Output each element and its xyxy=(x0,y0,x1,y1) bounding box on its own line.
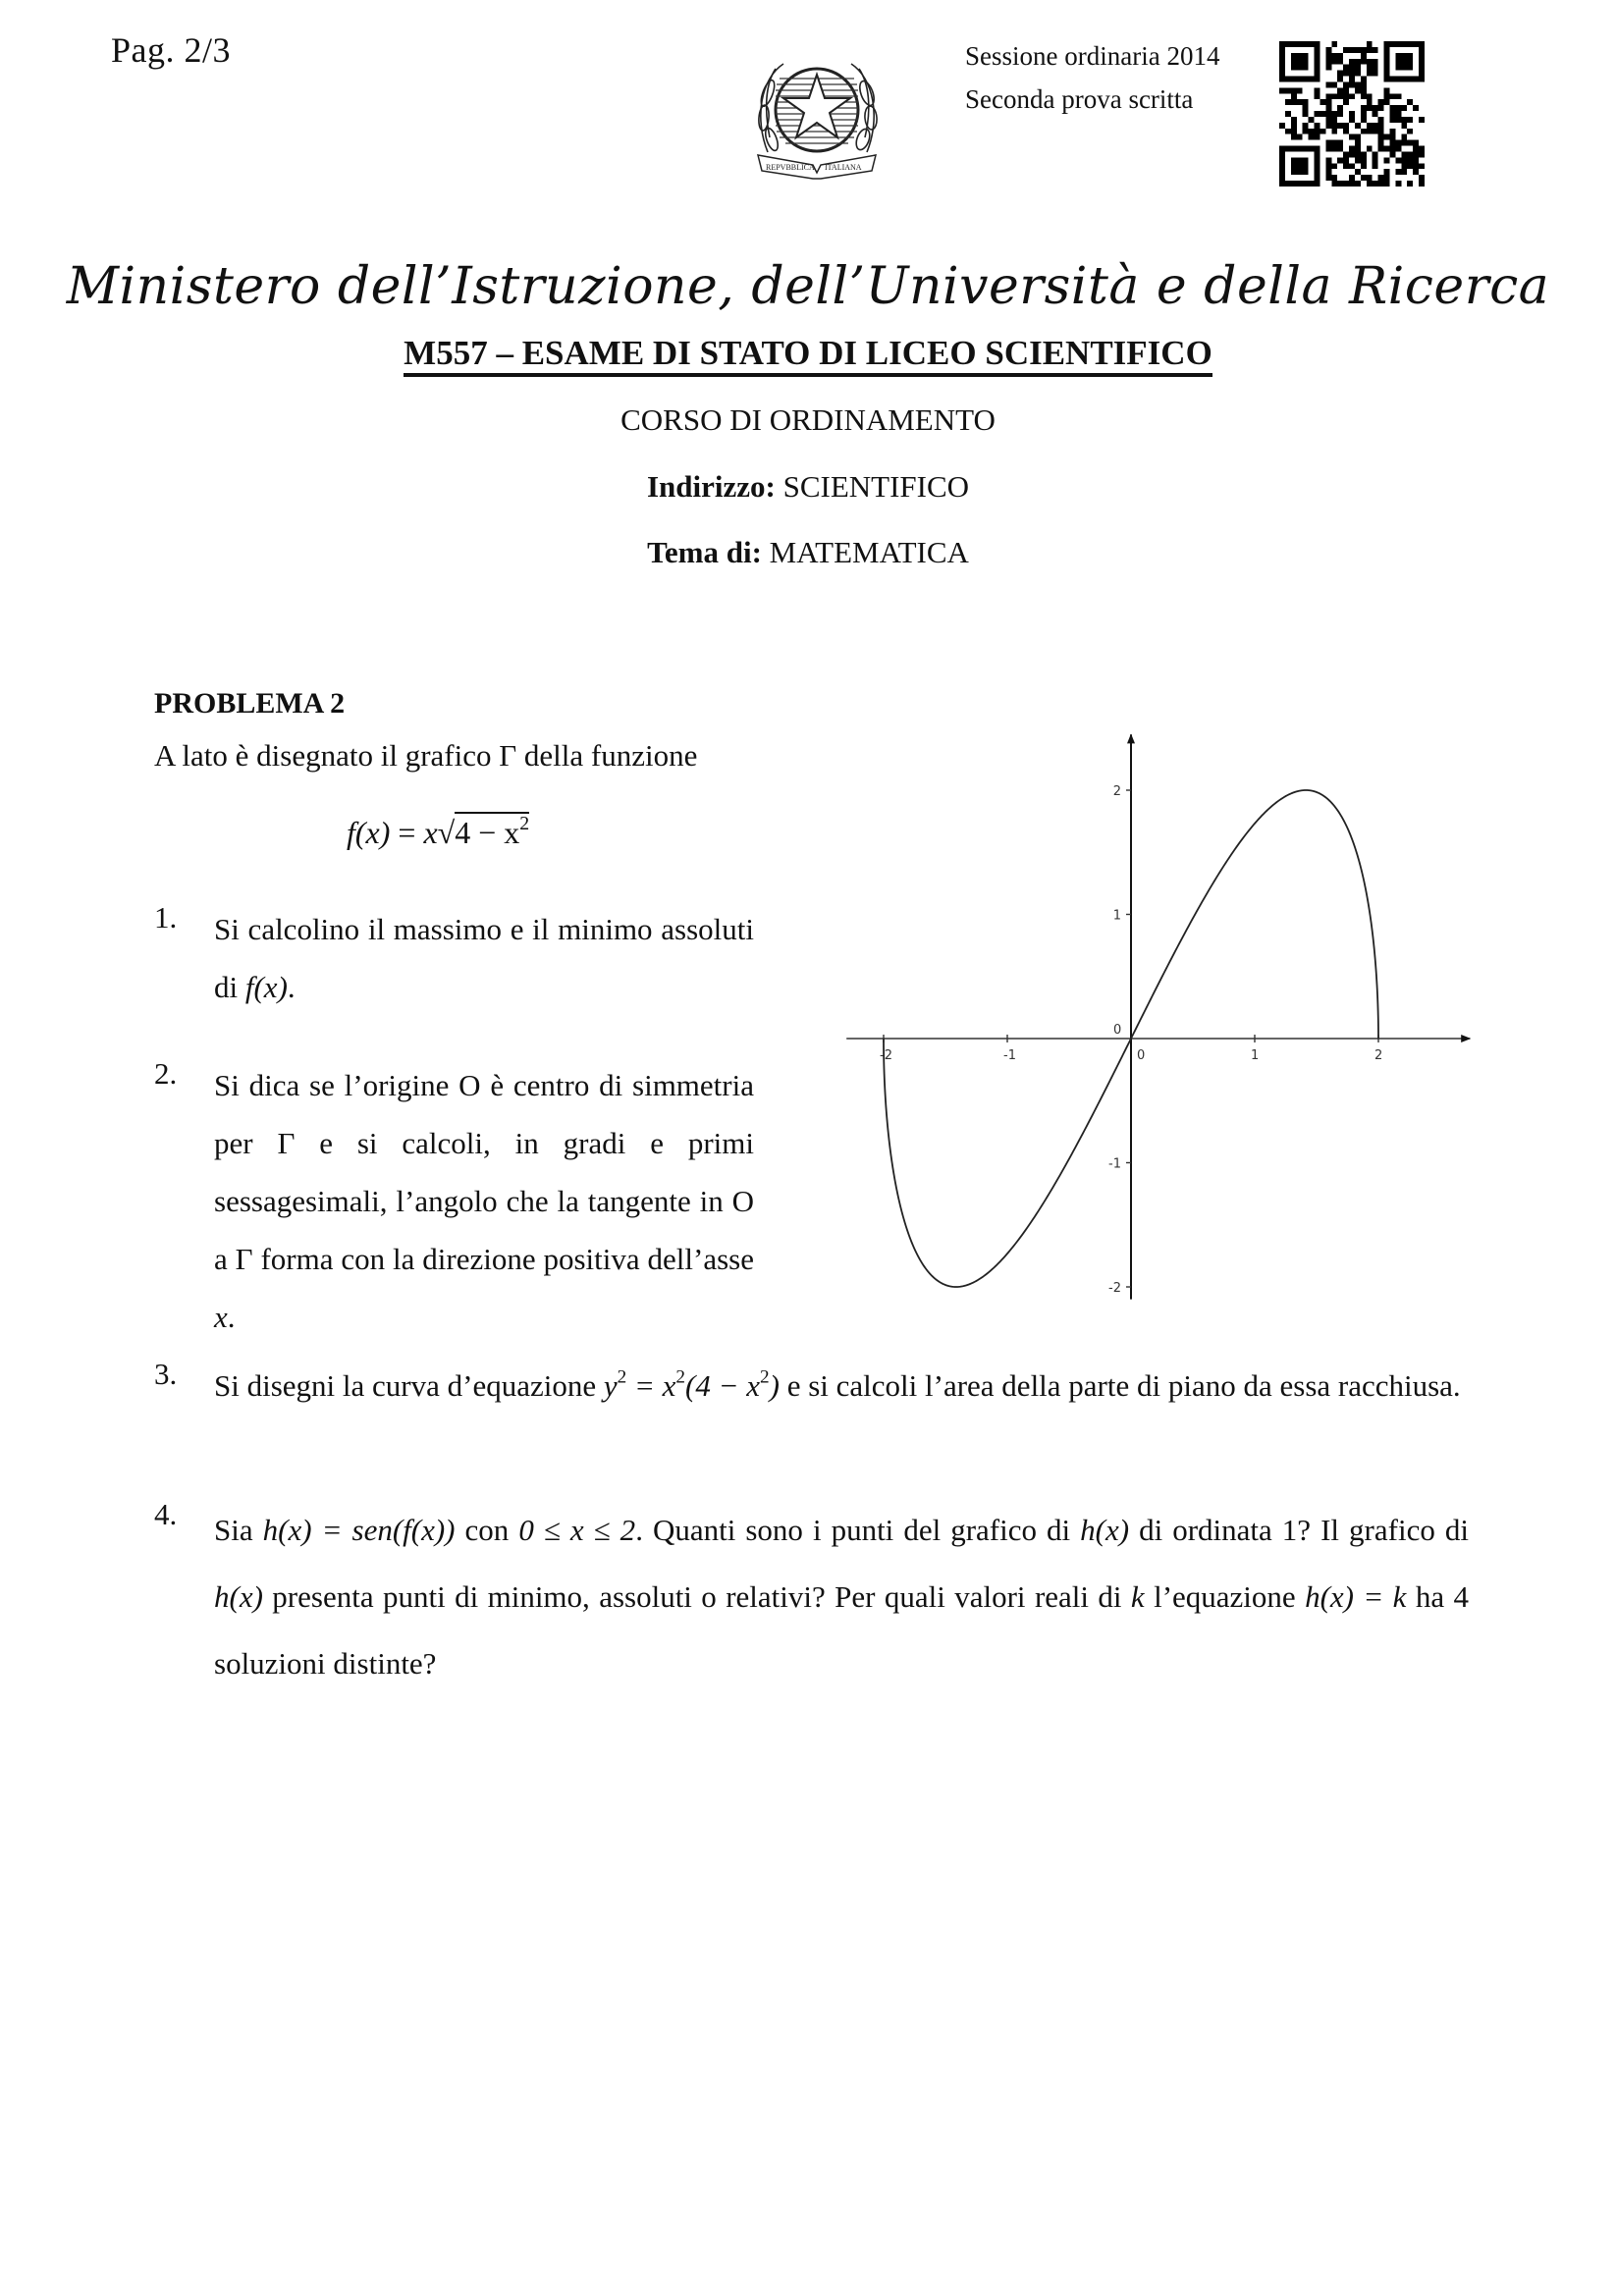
formula-eq: = xyxy=(390,815,424,850)
emblem-ribbon-text: REPVBBLICA xyxy=(766,163,815,172)
item-math: 0 ≤ x ≤ 2 xyxy=(518,1513,636,1547)
item-sup: 2 xyxy=(617,1366,627,1388)
item-text: Sia xyxy=(214,1513,263,1547)
indirizzo-line xyxy=(0,469,1616,505)
item-1-text xyxy=(214,900,754,1016)
item-math: y xyxy=(603,1368,618,1403)
formula-x: x xyxy=(423,815,438,850)
item-text: Si dica se l’origine O è centro di simmetria per xyxy=(214,1068,754,1160)
item-text: . xyxy=(287,970,296,1004)
formula-lhs: f(x) xyxy=(347,815,391,850)
y-tick-label: -1 xyxy=(1108,1156,1121,1172)
item-number: 4. xyxy=(154,1497,178,1531)
formula-exponent: 2 xyxy=(519,813,530,835)
item-text: e si calcoli l’area della parte di piano da essa racchiusa. xyxy=(779,1368,1461,1403)
item-math: Γ xyxy=(235,1242,253,1276)
page-number: Pag. 2/3 xyxy=(111,30,232,70)
item-text: Si disegni la curva d’equazione xyxy=(214,1368,604,1403)
item-sup: 2 xyxy=(760,1366,770,1388)
sqrt-sign: √ xyxy=(437,815,456,850)
item-math: k xyxy=(1130,1579,1145,1614)
item-text: ha 4 soluzioni distinte? xyxy=(214,1579,1469,1681)
item-4-text xyxy=(214,1497,1469,1697)
tema-label: Tema di: xyxy=(647,535,762,569)
item-text: l’equazione xyxy=(1144,1579,1306,1614)
item-math: (4 − x xyxy=(685,1368,761,1403)
tema-value: MATEMATICA xyxy=(761,535,969,569)
item-3-text xyxy=(214,1357,1469,1415)
x-tick-label: 2 xyxy=(1374,1048,1383,1063)
item-math: h(x) xyxy=(1080,1513,1130,1547)
exam-title xyxy=(0,334,1616,373)
session-label: Sessione ordinaria 2014 xyxy=(965,41,1220,71)
formula-radicand: 4 − x xyxy=(455,815,520,850)
tema-line xyxy=(0,535,1616,570)
indirizzo-value: SCIENTIFICO xyxy=(775,469,970,504)
ministry-title: Ministero dell’Istruzione, dell’Università e della Ricerca xyxy=(66,257,1550,316)
x-tick-label: -2 xyxy=(880,1048,892,1063)
italian-republic-emblem-icon xyxy=(746,39,889,187)
item-math: h(x) xyxy=(214,1579,263,1614)
exam-title-text: M557 – ESAME DI STATO DI LICEO SCIENTIFICO xyxy=(404,334,1212,377)
qr-code-icon xyxy=(1279,41,1425,187)
x-tick-label: 1 xyxy=(1251,1048,1260,1063)
svg-text:ITALIANA: ITALIANA xyxy=(825,163,862,172)
y-tick-label: -2 xyxy=(1108,1281,1121,1296)
item-math: h(x) = sen(f(x)) xyxy=(262,1513,456,1547)
problem-intro: A lato è disegnato il grafico Γ della funzione xyxy=(154,738,698,773)
item-math: = x xyxy=(626,1368,676,1403)
item-2-text xyxy=(214,1056,754,1346)
item-text: forma con la direzione positiva dell’asse xyxy=(252,1242,755,1276)
item-text: Si calcolino il massimo e il minimo assoluti di xyxy=(214,912,754,1004)
item-text: . xyxy=(227,1300,236,1334)
item-number: 2. xyxy=(154,1056,178,1091)
item-math: Γ xyxy=(277,1126,296,1160)
item-sup: 2 xyxy=(675,1366,686,1388)
function-graph xyxy=(844,726,1492,1315)
item-math: f(x) xyxy=(244,970,288,1004)
problem-heading: PROBLEMA 2 xyxy=(154,687,346,720)
item-text: presenta punti di minimo, assoluti o relativi? Per quali valori reali di xyxy=(262,1579,1131,1614)
item-math: h(x) = k xyxy=(1305,1579,1407,1614)
course-line: CORSO DI ORDINAMENTO xyxy=(620,402,996,437)
indirizzo-label: Indirizzo: xyxy=(646,469,776,504)
item-math: ) xyxy=(769,1368,780,1403)
item-text: . Quanti sono i punti del grafico di xyxy=(635,1513,1081,1547)
item-number: 1. xyxy=(154,900,178,934)
x-tick-label: -1 xyxy=(1003,1048,1016,1063)
test-label: Seconda prova scritta xyxy=(965,84,1194,114)
item-text: e si calcoli, in gradi e primi sessagesimali, l’angolo che la tangente in O a xyxy=(214,1126,754,1276)
formula-radicand-wrap xyxy=(455,812,529,850)
item-text: di ordinata 1? Il grafico di xyxy=(1129,1513,1469,1547)
y-tick-label: 2 xyxy=(1112,784,1121,799)
item-math: x xyxy=(214,1300,228,1334)
item-text: con xyxy=(455,1513,519,1547)
function-formula xyxy=(347,815,529,851)
item-number: 3. xyxy=(154,1357,178,1391)
origin-label: 0 xyxy=(1113,1023,1122,1038)
x-tick-label: 0 xyxy=(1137,1048,1146,1063)
y-tick-label: 1 xyxy=(1112,908,1121,924)
